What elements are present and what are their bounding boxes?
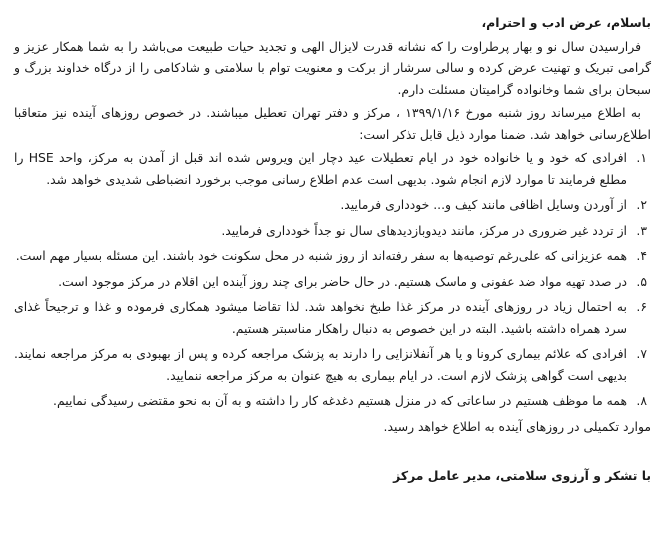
list-item — [14, 194, 651, 216]
list-item-number: ۷. — [636, 346, 647, 361]
signature: با تشکر و آرزوی سلامتی، مدیر عامل مرکز — [393, 468, 651, 483]
intro-paragraph: فرارسیدن سال نو و بهار پرطراوت را که نشانه قدرت لایزال الهی و تجدید حیات طبیعت می‌باشد را به شما همکار عزیز و گرامی تبریک و تهنیت عرض کرده و سالی سرشار از برکت و معنویت توام با سلامتی و شادکامی را از درگاه خداوند بزرگ و سبحان برای شما وخانواده گرامیتان مسئلت دارم. — [14, 38, 651, 97]
list-item-number: ۵. — [636, 273, 647, 289]
list-item — [14, 343, 651, 386]
list-item — [14, 296, 651, 339]
announcement-paragraph: به اطلاع میرساند روز شنبه مورخ ۱۳۹۹/۱/۱۶ ، مرکز و دفتر تهران تعطیل میباشند. در خصوص روزهای آینده نیز متعاقبا اطلاع‌رسانی خواهد شد. ضمنا موارد ذیل قابل تذکر است: — [14, 105, 651, 142]
list-item-number: ۱. — [636, 150, 647, 165]
list-item-text: به احتمال زیاد در روزهای آینده در مرکز غذا طبخ نخواهد شد. لذا تقاضا میشود همکاری فرموده و غذا و ترجیحاً غذای سرد همراه داشته باشید. البته در این خصوص به دنبال راهکار مناسبتر هستیم. — [14, 299, 627, 336]
list-item-number: ۶. — [636, 299, 647, 314]
list-item-text: در صدد تهیه مواد ضد عفونی و ماسک هستیم. در حال حاضر برای چند روز آینده این اقلام در مرکز موجود است. — [58, 273, 627, 289]
list-item-number: ۲. — [636, 197, 647, 212]
list-item-text: از تردد غیر ضروری در مرکز، مانند دیدوبازدیدهای سال نو جداً خودداری فرمایید. — [221, 222, 627, 238]
notes-list — [14, 147, 651, 412]
list-item-text: افرادی که خود و یا خانواده خود در ایام تعطیلات عید دچار این ویروس شده اند قبل از آمدن به مرکز، واحد HSE را مطلع فرمایند تا موارد لازم انجام شود. بدیهی است عدم اطلاع رسانی موجب برخورد انضباطی شدیدی خواهد شد. — [14, 150, 628, 187]
list-item-number: ۴. — [636, 248, 647, 263]
greeting: باسلام، عرض ادب و احترام، — [481, 15, 651, 30]
list-item — [14, 220, 651, 242]
list-item — [14, 245, 651, 267]
list-item-number: ۳. — [636, 222, 647, 238]
list-item-text: از آوردن وسایل اظافی مانند کیف و... خودداری فرمایید. — [340, 197, 627, 212]
list-item — [14, 147, 651, 190]
list-item-number: ۸. — [636, 393, 647, 408]
list-item-text: افرادی که علائم بیماری کرونا و یا هر آنفلانزایی را دارند به پزشک مراجعه کرده و پس از بهبودی به مرکز مراجعه نمایند. بدیهی است گواهی پزشک لازم است. در ایام بیماری به هیچ عنوان به مرکز مراجعه ننمایید. — [14, 346, 627, 383]
list-item — [14, 271, 651, 293]
closing-note: موارد تکمیلی در روزهای آینده به اطلاع خواهد رسید. — [383, 418, 651, 434]
list-item — [14, 390, 651, 412]
list-item-text: همه عزیزانی که علی‌رغم توصیه‌ها به سفر رفته‌اند از روز شنبه در محل سکونت خود باشند. این مسئله بسیار مهم است. — [15, 248, 627, 263]
list-item-text: همه ما موظف هستیم در ساعاتی که در منزل هستیم دغدغه کار را داشته و به آن به نحو مقتضی رسیدگی نماییم. — [53, 393, 627, 408]
